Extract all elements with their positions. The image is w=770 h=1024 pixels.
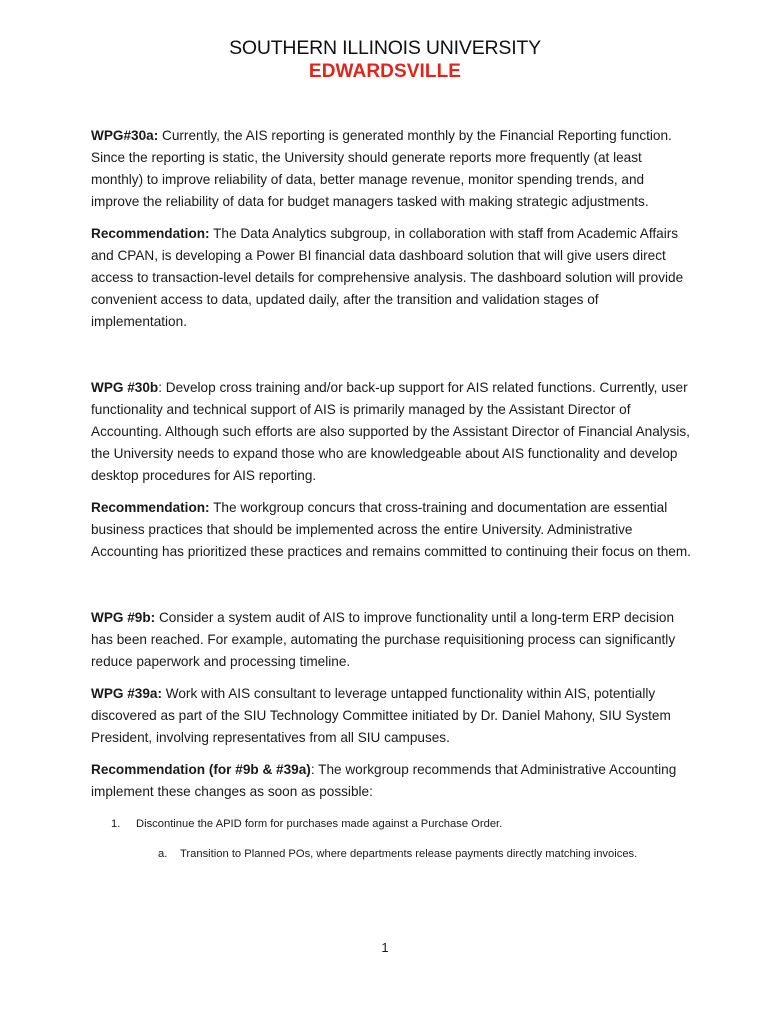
paragraph-label: WPG#30a: bbox=[91, 128, 159, 143]
section-spacer bbox=[91, 573, 691, 607]
paragraph-text: Work with AIS consultant to leverage untapped functionality within AIS, potentially discovered as part of the SIU Technology Committee initiated by Dr. Daniel Mahony, SIU System President, involving representatives from all SIU campuses. bbox=[91, 686, 671, 745]
sub-list-item bbox=[91, 845, 650, 863]
section-spacer bbox=[91, 343, 691, 377]
paragraph-label: WPG #9b: bbox=[91, 610, 156, 625]
paragraph-label: WPG #30b bbox=[91, 380, 159, 395]
paragraph-text: Consider a system audit of AIS to improve functionality until a long-term ERP decision has been reached. For example, automating the purchase requisitioning process can significantly reduce paperwork and processing timeline. bbox=[91, 610, 676, 669]
document-body bbox=[91, 125, 691, 863]
paragraph-recommendation-30b bbox=[91, 497, 691, 563]
paragraph-wpg39a bbox=[91, 683, 691, 749]
paragraph-recommendation-30a bbox=[91, 223, 691, 333]
paragraph-wpg30b bbox=[91, 377, 691, 487]
paragraph-label: WPG #39a: bbox=[91, 686, 163, 701]
paragraph-text: : Develop cross training and/or back-up support for AIS related functions. Currently, user functionality and technical support of AIS is primarily managed by the Assistant Director of Accounting. Although such efforts are also supported by the Assistant Director of Financial Analysis, the University needs to expand those who are knowledgeable about AIS functionality and develop desktop procedures for AIS reporting. bbox=[91, 380, 690, 483]
paragraph-label: Recommendation (for #9b & #39a) bbox=[91, 762, 311, 777]
sub-list-letter: a. bbox=[158, 848, 168, 860]
paragraph-recommendation-9b-39a bbox=[91, 759, 691, 803]
sub-list-item-text: Transition to Planned POs, where departments release payments directly matching invoices. bbox=[180, 848, 638, 860]
list-item-text: Discontinue the APID form for purchases made against a Purchase Order. bbox=[136, 818, 503, 830]
paragraph-wpg30a bbox=[91, 125, 691, 213]
university-logo bbox=[0, 36, 770, 84]
paragraph-text: : The workgroup recommends that Administrative Accounting implement these changes as soon as possible: bbox=[91, 762, 677, 799]
paragraph-text: Currently, the AIS reporting is generated monthly by the Financial Reporting function. Since the reporting is static, the University should generate reports more frequently (at least monthly) to improve reliability of data, better manage revenue, monitor spending trends, and improve the reliability of data for budget managers tasked with making strategic adjustments. bbox=[91, 128, 672, 209]
paragraph-label: Recommendation: bbox=[91, 500, 210, 515]
paragraph-text: The workgroup concurs that cross-training and documentation are essential business practices that should be implemented across the entire University. Administrative Accounting has prioritized these practices and remains committed to continuing their focus on them. bbox=[91, 500, 691, 559]
paragraph-wpg9b bbox=[91, 607, 691, 673]
paragraph-text: The Data Analytics subgroup, in collaboration with staff from Academic Affairs and CPAN, is developing a Power BI financial data dashboard solution that will give users direct access to transaction-level details for comprehensive analysis. The dashboard solution will provide convenient access to data, updated daily, after the transition and validation stages of implementation. bbox=[91, 226, 684, 329]
page-number: 1 bbox=[381, 940, 389, 955]
university-name: SOUTHERN ILLINOIS UNIVERSITY bbox=[229, 37, 541, 59]
paragraph-label: Recommendation: bbox=[91, 226, 210, 241]
recommendation-list bbox=[91, 815, 691, 863]
list-number: 1. bbox=[111, 818, 121, 830]
campus-name: EDWARDSVILLE bbox=[308, 61, 462, 82]
list-item bbox=[91, 815, 691, 833]
